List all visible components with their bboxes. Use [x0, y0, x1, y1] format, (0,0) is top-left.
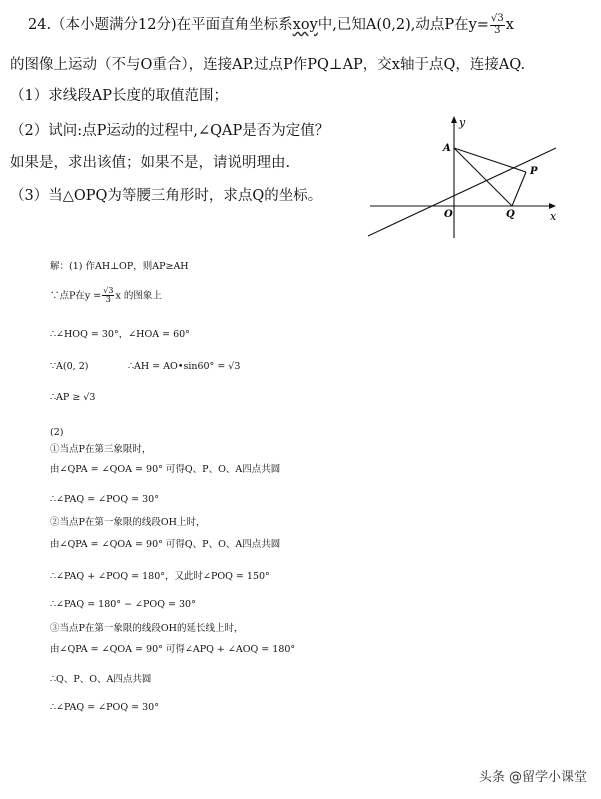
problem-part-3: （3）当△OPQ为等腰三角形时，求点Q的坐标。: [10, 188, 323, 204]
solution-line2-prefix: ∵点P在y =: [50, 290, 102, 302]
solution-line-11: 由∠QPA = ∠QOA = 90° 可得Q、P、O、A四点共圆: [50, 539, 281, 550]
solution-fraction-denominator: 3: [105, 295, 111, 305]
solution-line-1: 解：(1) 作AH⊥OP，则AP≥AH: [50, 261, 189, 272]
watermark: 头条 @留学小课堂: [478, 770, 587, 785]
label-P: P: [530, 166, 538, 177]
solution-line-16: ∴Q、P、O、A四点共圆: [50, 674, 152, 685]
problem-coordinate-system: xoy: [292, 17, 318, 33]
solution-line-8: 由∠QPA = ∠QOA = 90° 可得Q、P、O、A四点共圆: [50, 464, 281, 475]
solution-line-10: ②当点P在第一象限的线段OH上时，: [50, 517, 206, 528]
problem-line-1: [28, 14, 514, 36]
solution-line-12: ∴∠PAQ + ∠POQ = 180°，又此时∠POQ = 150°: [50, 571, 270, 582]
solution-line-4a: ∵A(0, 2): [50, 361, 89, 372]
problem-line1-mid: 中,已知A(0,2),动点P在y=: [317, 17, 489, 33]
label-O: O: [444, 209, 453, 220]
solution-line-2: [50, 287, 162, 305]
problem-line-2: 的图像上运动（不与O重合），连接AP.过点P作PQ⊥AP，交x轴于点Q，连接AQ.: [10, 57, 526, 73]
solution-line-5: ∴AP ≥ √3: [50, 392, 96, 403]
problem-part-2: （2）试问:点P运动的过程中,∠QAP是否为定值？: [10, 123, 330, 139]
y-axis-arrow: [451, 116, 457, 123]
problem-part-2b: 如果是，求出该值；如果不是，请说明理由.: [10, 155, 291, 171]
label-x: x: [550, 210, 557, 223]
solution-line-9: ∴∠PAQ = ∠POQ = 30°: [50, 494, 159, 505]
segment-AQ: [454, 148, 512, 206]
x-axis-arrow: [549, 203, 556, 209]
function-fraction: [490, 14, 505, 36]
function-variable: x: [505, 17, 514, 33]
solution-fraction-numerator: √3: [103, 286, 114, 295]
coordinate-figure: [366, 108, 566, 243]
solution-line-13: ∴∠PAQ = 180° − ∠POQ = 30°: [50, 599, 196, 610]
solution-fraction: [102, 287, 114, 305]
label-y: y: [459, 116, 466, 129]
solution-line2-suffix: x 的图象上: [115, 290, 162, 302]
solution-line-3: ∴∠HOQ = 30°，∠HOA = 60°: [50, 329, 190, 340]
solution-line-4b: ∴AH = AO•sin60° = √3: [128, 361, 241, 372]
label-Q: Q: [506, 209, 515, 220]
solution-line-15: 由∠QPA = ∠QOA = 90° 可得∠APQ + ∠AOQ = 180°: [50, 644, 296, 655]
solution-line-7: ①当点P在第三象限时，: [50, 444, 152, 455]
function-numerator: √3: [490, 13, 504, 24]
problem-part-1: （1）求线段AP长度的取值范围；: [10, 88, 228, 104]
function-denominator: 3: [494, 24, 501, 36]
segment-PQ: [512, 172, 526, 206]
solution-line-14: ③当点P在第一象限的线段OH的延长线上时，: [50, 623, 244, 634]
problem-line1-prefix: 24.（本小题满分12分)在平面直角坐标系: [28, 17, 293, 33]
solution-line-17: ∴∠PAQ = ∠POQ = 30°: [50, 702, 159, 713]
label-A: A: [443, 143, 451, 154]
solution-line-6: (2): [50, 427, 64, 438]
function-line: [368, 148, 556, 236]
segment-AP: [454, 148, 526, 172]
